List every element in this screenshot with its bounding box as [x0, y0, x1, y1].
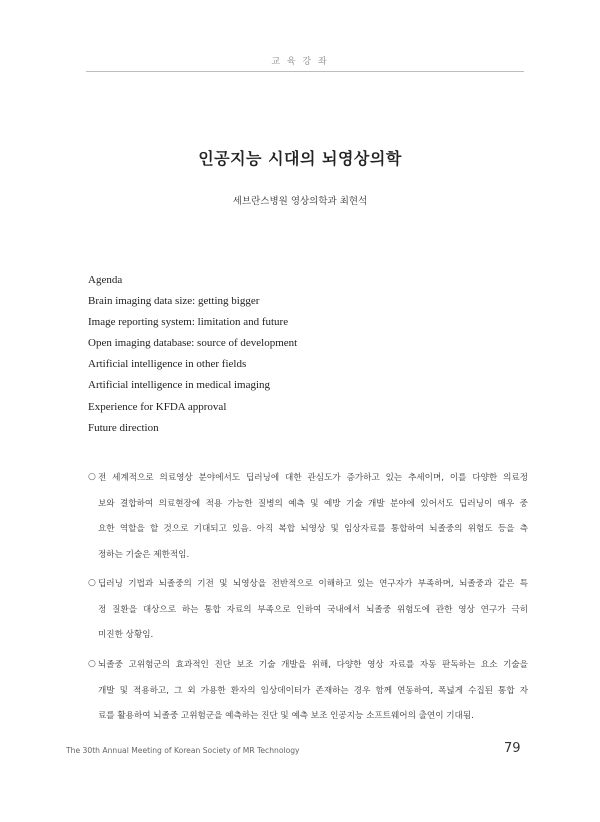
agenda-item: Brain imaging data size: getting bigger [88, 295, 260, 308]
agenda-item: Future direction [88, 421, 159, 434]
bullet-circle-icon: ○ [88, 659, 96, 669]
paragraph-line: 보와 결합하여 의료현장에 적용 가능한 질병의 예측 및 예방 기술 개발 분야에 있어서도 딥러닝이 매우 중 [98, 498, 528, 509]
agenda-item: Artificial intelligence in medical imaging [88, 379, 271, 392]
article-title: 인공지능 시대의 뇌영상의학 [198, 149, 402, 168]
bullet-circle-icon: ○ [88, 472, 96, 482]
paragraph-line: 전 세계적으로 의료영상 분야에서도 딥러닝에 대한 관심도가 증가하고 있는 추세이며, 이를 다양한 의료정 [98, 473, 528, 483]
paragraph-3 [88, 659, 528, 736]
header-divider [86, 71, 524, 72]
paragraph-1 [88, 472, 528, 574]
paragraph-line: 미진한 상황임. [98, 630, 154, 641]
section-label: 교 육 강 좌 [271, 57, 329, 67]
paragraph-line: 뇌졸중 고위험군의 효과적인 진단 보조 기술 개발을 위해, 다양한 영상 자료를 자동 판독하는 요소 기술을 [98, 660, 528, 670]
agenda-item: Agenda [88, 274, 123, 286]
agenda-item: Image reporting system: limitation and future [88, 316, 289, 329]
agenda-list [88, 273, 297, 442]
paragraph-line: 정 질환을 대상으로 하는 통합 자료의 부족으로 인하여 국내에서 뇌졸중 위험도에 관한 영상 연구가 극히 [98, 604, 528, 615]
paragraph-line: 요한 역할을 할 것으로 기대되고 있음. 아직 복합 뇌영상 및 임상자료를 통합하여 뇌졸중의 위험도 등을 측 [98, 524, 528, 535]
agenda-item: Open imaging database: source of development [88, 337, 298, 350]
paragraph-line: 개발 및 적용하고, 그 외 가용한 환자의 임상데이터가 존재하는 경우 함께 연동하여, 폭넓게 수집된 통합 자 [98, 685, 528, 696]
article-author: 세브란스병원 영상의학과 최현석 [232, 196, 368, 207]
paragraph-line: 딥러닝 기법과 뇌졸중의 기전 및 뇌영상을 전반적으로 이해하고 있는 연구자가 부족하며, 뇌졸중과 같은 특 [98, 579, 528, 589]
page-number: 79 [504, 741, 521, 756]
footer-meeting-name: The 30th Annual Meeting of Korean Society of MR Technology [66, 746, 300, 755]
paragraph-line: 료를 활용하여 뇌졸중 고위험군을 예측하는 진단 및 예측 보조 인공지능 소프트웨어의 출연이 기대됨. [98, 711, 474, 722]
agenda-item: Artificial intelligence in other fields [88, 358, 247, 371]
agenda-item: Experience for KFDA approval [88, 400, 227, 413]
paragraph-2 [88, 578, 528, 655]
paragraph-line: 정하는 기술은 제한적임. [98, 549, 190, 560]
bullet-circle-icon: ○ [88, 578, 96, 588]
